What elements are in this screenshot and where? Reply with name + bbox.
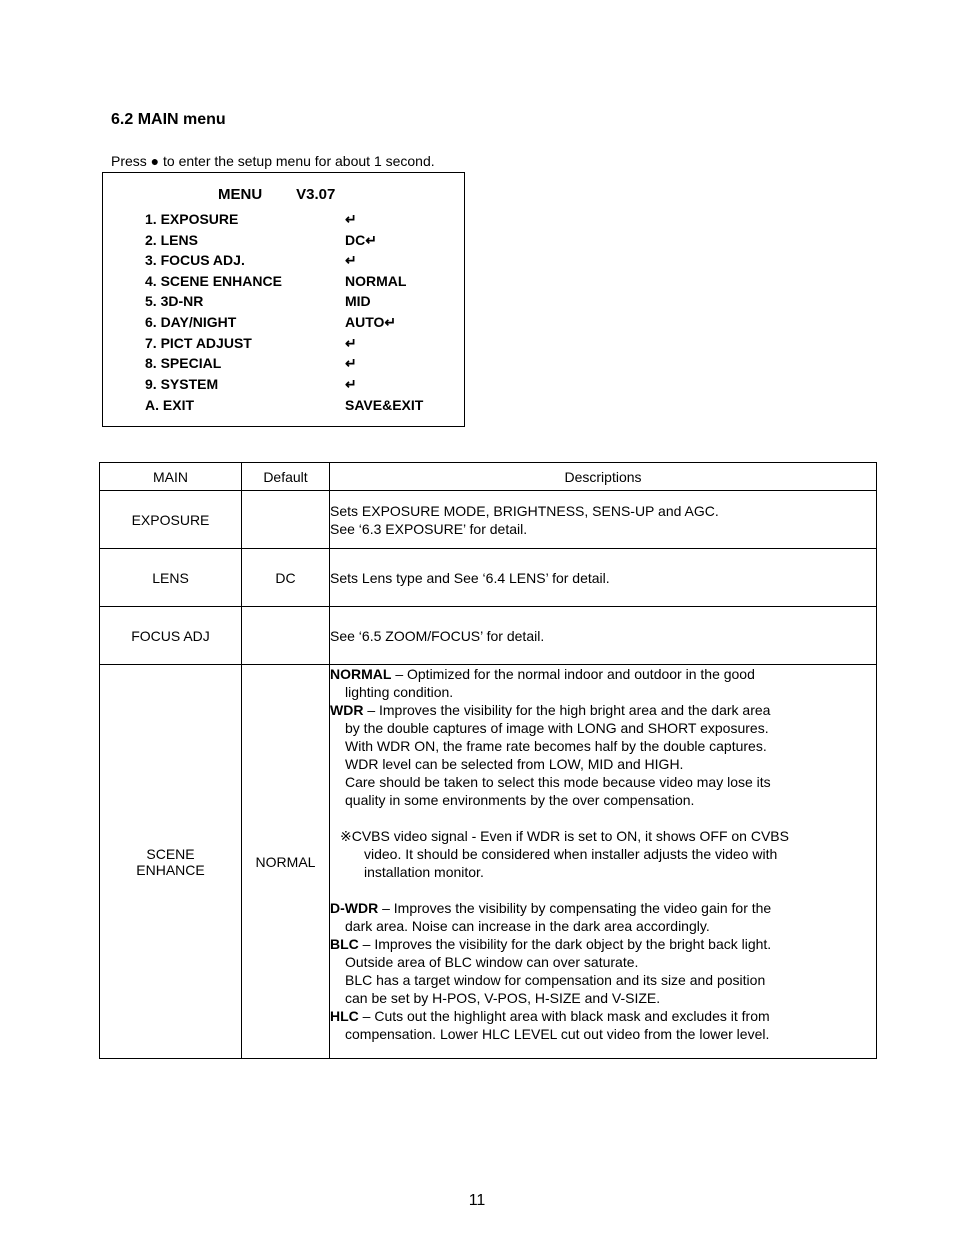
menu-item [145,395,424,415]
menu-item-value: ↵ [345,355,357,371]
menu-item [145,209,357,229]
entry-line: can be set by H-POS, V-POS, H-SIZE and V-SIZE. [345,990,661,1006]
menu-item-label: A. EXIT [145,397,195,413]
note-line: ※CVBS video signal - Even if WDR is set to ON, it shows OFF on CVBS [340,828,789,844]
menu-item-value: AUTO↵ [345,314,397,330]
entry-line: Outside area of BLC window can over saturate. [345,954,639,970]
wdr-entry [330,701,876,809]
menu-item [145,230,377,250]
column-header-descriptions: Descriptions [330,463,877,491]
cell-default [242,491,330,549]
cell-description [330,665,877,1059]
page-number: 11 [468,1192,486,1209]
menu-item [145,291,371,311]
note-line: video. It should be considered when installer adjusts the video with [364,846,778,862]
menu-version: V3.07 [296,186,336,203]
cell-description [330,549,877,607]
menu-item-label: 1. EXPOSURE [145,211,239,227]
menu-item [145,353,357,373]
cell-description [330,491,877,549]
menu-item-value: ↵ [345,211,357,227]
entry-term: WDR [330,702,364,718]
blc-entry [330,935,876,1007]
normal-entry [330,665,876,701]
menu-item-label: 3. FOCUS ADJ. [145,252,245,268]
note-line: installation monitor. [364,864,484,880]
entry-text: – Optimized for the normal indoor and outdoor in the good [391,666,755,682]
entry-text: – Improves the visibility for the high bright area and the dark area [363,702,771,718]
entry-term: NORMAL [330,666,392,682]
entry-line: Care should be taken to select this mode because video may lose its [345,774,771,790]
cell-main: EXPOSURE [100,491,242,549]
cell-description [330,607,877,665]
menu-item [145,312,397,332]
menu-item-value: NORMAL [345,273,407,289]
hlc-entry [330,1007,876,1043]
entry-line: compensation. Lower HLC LEVEL cut out video from the lower level. [345,1026,770,1042]
menu-item-label: 8. SPECIAL [145,355,222,371]
menu-title-label: MENU [218,186,263,203]
entry-line: by the double captures of image with LONG and SHORT exposures. [345,720,769,736]
cell-default: DC [242,549,330,607]
table-row [100,491,877,549]
description-line: See ‘6.5 ZOOM/FOCUS’ for detail. [330,627,545,644]
entry-line: With WDR ON, the frame rate becomes half by the double captures. [345,738,767,754]
description-line: Sets Lens type and See ‘6.4 LENS’ for detail. [330,569,610,586]
column-header-main: MAIN [100,463,242,491]
table-header-row [100,463,877,491]
menu-item-value: DC↵ [345,232,377,248]
menu-item-value: ↵ [345,376,357,392]
cvbs-note [330,827,876,881]
entry-line: dark area. Noise can increase in the dark area accordingly. [345,918,710,934]
cell-main [100,665,242,1059]
menu-item-label: 4. SCENE ENHANCE [145,273,282,289]
entry-line: BLC has a target window for compensation and its size and position [345,972,766,988]
entry-term: D-WDR [330,900,379,916]
menu-item [145,374,357,394]
cell-main: LENS [100,549,242,607]
menu-item-value: MID [345,293,371,309]
cell-default [242,607,330,665]
table-row [100,549,877,607]
menu-item-label: 2. LENS [145,232,198,248]
cell-main-line: ENHANCE [136,861,205,878]
menu-title [218,186,335,203]
cell-main-line: SCENE [146,845,195,862]
entry-term: BLC [330,936,359,952]
column-header-default: Default [242,463,330,491]
table-row [100,607,877,665]
menu-item-label: 5. 3D-NR [145,293,204,309]
menu-item-label: 6. DAY/NIGHT [145,314,237,330]
osd-menu-box [102,172,465,427]
entry-term: HLC [330,1008,359,1024]
table-row-scene-enhance [100,665,877,1059]
intro-text: Press ● to enter the setup menu for about 1 second. [111,153,435,169]
description-line: See ‘6.3 EXPOSURE’ for detail. [330,520,528,537]
menu-item [145,333,357,353]
spacer [330,881,876,899]
menu-item [145,271,407,291]
entry-line: lighting condition. [345,684,454,700]
entry-line: quality in some environments by the over compensation. [345,792,695,808]
cell-default: NORMAL [242,665,330,1059]
menu-item-label: 9. SYSTEM [145,376,219,392]
cell-main: FOCUS ADJ [100,607,242,665]
dwdr-entry [330,899,876,935]
main-menu-table [99,462,877,1059]
menu-item-value: ↵ [345,252,357,268]
description-line: Sets EXPOSURE MODE, BRIGHTNESS, SENS-UP and AGC. [330,502,719,519]
menu-item [145,250,357,270]
menu-item-label: 7. PICT ADJUST [145,335,252,351]
entry-text: – Improves the visibility for the dark object by the bright back light. [358,936,772,952]
section-title: 6.2 MAIN menu [111,111,226,128]
menu-item-value: SAVE&EXIT [345,397,424,413]
menu-item-value: ↵ [345,335,357,351]
entry-text: – Improves the visibility by compensating the video gain for the [378,900,772,916]
entry-text: – Cuts out the highlight area with black mask and excludes it from [358,1008,770,1024]
entry-line: WDR level can be selected from LOW, MID and HIGH. [345,756,684,772]
